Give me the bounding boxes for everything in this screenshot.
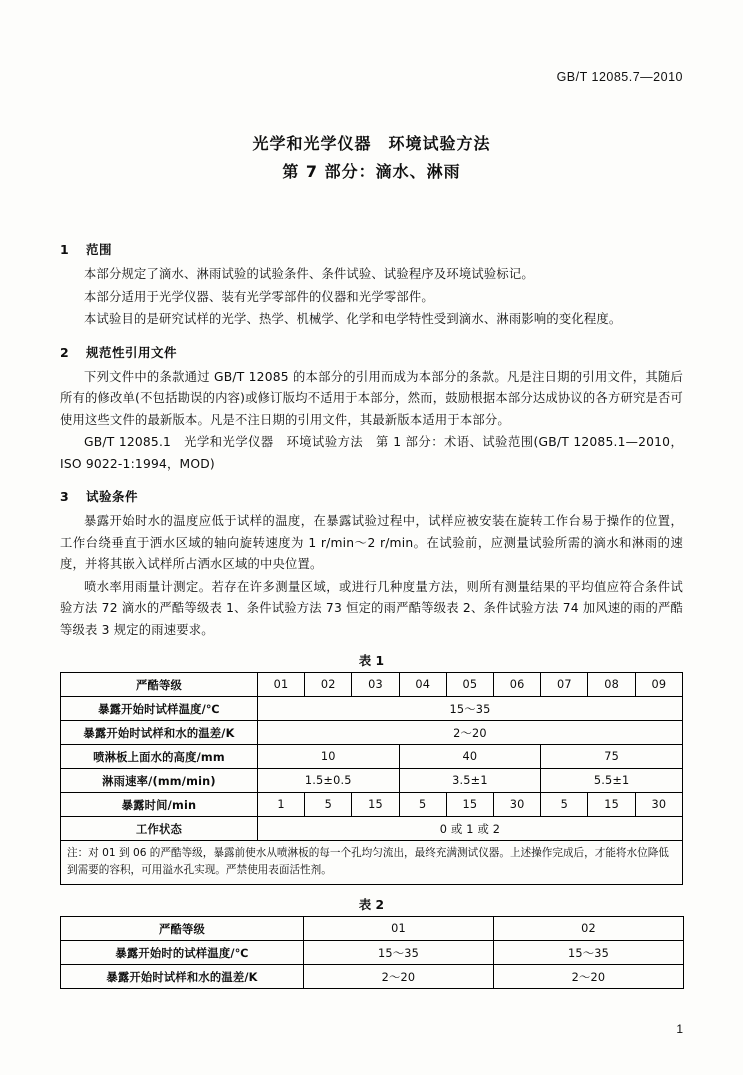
table-1-severity-8: 09 (635, 673, 682, 697)
table-2-cell-2-1: 2～20 (494, 965, 684, 989)
table-row (61, 817, 683, 841)
table-1-severity-1: 02 (305, 673, 352, 697)
page-content (60, 0, 683, 1075)
section-title-3: 试验条件 (86, 489, 139, 504)
table-1-caption: 表 1 (358, 654, 385, 668)
table-1-row-label-4: 淋雨速率/(mm/min) (61, 769, 258, 793)
table-2-row-label-1: 暴露开始时的试样温度/℃ (61, 941, 304, 965)
table-1-exposure-time-6: 5 (541, 793, 588, 817)
table-1-temperature-difference: 2～20 (257, 721, 682, 745)
section-2-paragraph-2: GB/T 12085.1 光学和光学仪器 环境试验方法 第 1 部分：术语、试验范围(GB/T 12085.1—2010，ISO 9022-1:1994，MOD) (60, 435, 683, 471)
table-1-exposure-time-2: 15 (352, 793, 399, 817)
table-1-severity-2: 03 (352, 673, 399, 697)
table-2-cell-1-1: 15～35 (494, 941, 684, 965)
table-2-cell-0-0: 01 (304, 917, 494, 941)
section-1-paragraph-3: 本试验目的是研究试样的光学、热学、机械学、化学和电学特性受到滴水、淋雨影响的变化程度。 (84, 312, 622, 326)
table-1 (60, 672, 683, 885)
table-1-row-label-6: 工作状态 (61, 817, 258, 841)
document-title-line2: 第 7 部分：滴水、淋雨 (282, 162, 461, 181)
section-3-paragraph-2: 喷水率用雨量计测定。若存在许多测量区域，或进行几种度量方法，则所有测量结果的平均值应符合条件试验方法 72 滴水的严酷等级表 1、条件试验方法 73 恒定的雨严酷等级表 2、条件试验方法 74 加风速的雨的严酷等级表 3 规定的雨速要求。 (60, 579, 683, 637)
table-1-severity-3: 04 (399, 673, 446, 697)
table-1-exposure-time-4: 15 (446, 793, 493, 817)
table-row (61, 965, 684, 989)
table-row (61, 769, 683, 793)
table-1-severity-6: 07 (541, 673, 588, 697)
section-2-paragraph-1: 下列文件中的条款通过 GB/T 12085 的本部分的引用而成为本部分的条款。凡是注日期的引用文件，其随后所有的修改单(不包括勘误的内容)或修订版均不适用于本部分，然而，鼓励根据本部分达成协议的各方研究是否可使用这些文件的最新版本。凡是不注日期的引用文件，其最新版本适用于本部分。 (60, 369, 683, 427)
table-1-rain-rate-0: 1.5±0.5 (257, 769, 399, 793)
table-2-row-label-0: 严酷等级 (61, 917, 304, 941)
table-1-severity-0: 01 (257, 673, 304, 697)
table-1-rain-rate-2: 5.5±1 (541, 769, 683, 793)
table-1-row-label-3: 喷淋板上面水的高度/mm (61, 745, 258, 769)
document-title-line1: 光学和光学仪器 环境试验方法 (252, 134, 491, 153)
table-2-caption: 表 2 (358, 898, 385, 912)
table-1-exposure-time-8: 30 (635, 793, 682, 817)
section-title-1: 范围 (86, 242, 113, 257)
table-1-exposure-time-5: 30 (494, 793, 541, 817)
table-2-cell-0-1: 02 (494, 917, 684, 941)
table-1-exposure-time-7: 15 (588, 793, 635, 817)
table-row (61, 941, 684, 965)
table-row (61, 841, 683, 885)
section-1-paragraph-1: 本部分规定了滴水、淋雨试验的试验条件、条件试验、试验程序及环境试验标记。 (84, 267, 534, 281)
table-row (61, 721, 683, 745)
page-number: 1 (676, 1022, 683, 1036)
table-1-sample-temperature: 15～35 (257, 697, 682, 721)
table-2-row-label-2: 暴露开始时试样和水的温差/K (61, 965, 304, 989)
document-title-block (60, 130, 683, 186)
table-1-rain-rate-1: 3.5±1 (399, 769, 541, 793)
table-1-row-label-0: 严酷等级 (61, 673, 258, 697)
table-2-cell-1-0: 15～35 (304, 941, 494, 965)
section-title-2: 规范性引用文件 (86, 344, 178, 360)
table-1-exposure-time-3: 5 (399, 793, 446, 817)
table-2-cell-2-0: 2～20 (304, 965, 494, 989)
table-row (61, 697, 683, 721)
section-heading-2 (60, 343, 683, 361)
section-heading-3 (60, 487, 683, 505)
table-1-row-label-2: 暴露开始时试样和水的温差/K (61, 721, 258, 745)
page-header-standard-number: GB/T 12085.7—2010 (556, 70, 683, 84)
table-row (61, 673, 683, 697)
table-row (61, 793, 683, 817)
section-number-1: 1 (60, 242, 70, 257)
table-1-water-height-1: 40 (399, 745, 541, 769)
section-number-2: 2 (60, 344, 70, 360)
table-1-note: 注：对 01 到 06 的严酷等级，暴露前使水从喷淋板的每一个孔均匀流出，最终充满测试仪器。上述操作完成后，才能将水位降低到需要的容积，可用溢水孔实现。严禁使用表面活性剂。 (61, 841, 683, 885)
section-number-3: 3 (60, 489, 70, 504)
section-3-paragraph-1: 暴露开始时水的温度应低于试样的温度，在暴露试验过程中，试样应被安装在旋转工作台易于操作的位置，工作台绕垂直于洒水区域的轴向旋转速度为 1 r/min～2 r/min。在试验前，应测量试验所需的滴水和淋雨的速度，并将其嵌入试样所占洒水区域的中央位置。 (60, 514, 683, 571)
table-1-exposure-time-1: 5 (305, 793, 352, 817)
section-1-paragraph-2: 本部分适用于光学仪器、装有光学零部件的仪器和光学零部件。 (84, 289, 434, 304)
table-1-water-height-2: 75 (541, 745, 683, 769)
table-row (61, 917, 684, 941)
table-1-severity-5: 06 (494, 673, 541, 697)
table-1-working-state: 0 或 1 或 2 (257, 817, 682, 841)
table-row (61, 745, 683, 769)
table-1-severity-7: 08 (588, 673, 635, 697)
section-heading-1 (60, 240, 683, 258)
table-2 (60, 916, 684, 989)
table-1-exposure-time-0: 1 (257, 793, 304, 817)
table-1-severity-4: 05 (446, 673, 493, 697)
document-body (60, 228, 683, 989)
table-1-row-label-1: 暴露开始时试样温度/℃ (61, 697, 258, 721)
table-1-water-height-0: 10 (257, 745, 399, 769)
table-1-row-label-5: 暴露时间/min (61, 793, 258, 817)
